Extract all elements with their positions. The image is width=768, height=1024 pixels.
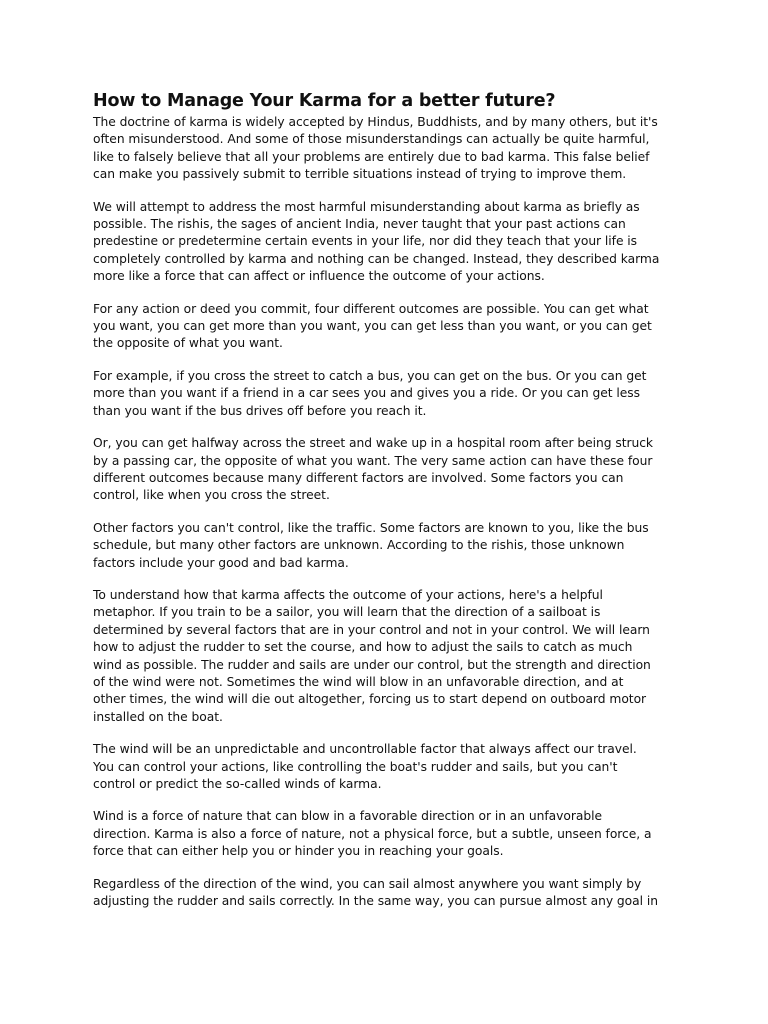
text-line: You can control your actions, like controlling the boat's rudder and sails, but you can't bbox=[93, 759, 618, 774]
text-line: wind as possible. The rudder and sails are under our control, but the strength and direction bbox=[93, 657, 651, 672]
text-line: often misunderstood. And some of those misunderstandings can actually be quite harmful, bbox=[93, 132, 650, 147]
text-line: can make you passively submit to terrible situations instead of trying to improve them. bbox=[93, 167, 627, 182]
text-line: For any action or deed you commit, four different outcomes are possible. You can get what bbox=[93, 301, 649, 316]
text-line: adjusting the rudder and sails correctly. In the same way, you can pursue almost any goal in bbox=[93, 894, 658, 909]
document-body bbox=[93, 114, 675, 910]
text-line: We will attempt to address the most harmful misunderstanding about karma as briefly as bbox=[93, 199, 640, 214]
text-line: control or predict the so-called winds of karma. bbox=[93, 777, 382, 791]
text-line: Other factors you can't control, like the traffic. Some factors are known to you, like the bus bbox=[93, 520, 649, 535]
body-paragraph bbox=[93, 301, 675, 353]
body-paragraph bbox=[93, 520, 675, 572]
text-line: The wind will be an unpredictable and uncontrollable factor that always affect our travel. bbox=[93, 742, 637, 757]
text-line: installed on the boat. bbox=[93, 709, 223, 724]
body-paragraph bbox=[93, 808, 675, 860]
text-line: different outcomes because many different factors are involved. Some factors you can bbox=[93, 470, 624, 485]
document-page bbox=[93, 90, 675, 925]
text-line: other times, the wind will die out altogether, forcing us to start depend on outboard motor bbox=[93, 692, 647, 707]
text-line: To understand how that karma affects the outcome of your actions, here's a helpful bbox=[93, 587, 603, 602]
text-line: of the wind were not. Sometimes the wind will blow in an unfavorable direction, and at bbox=[93, 674, 624, 689]
body-paragraph bbox=[93, 199, 675, 286]
text-line: completely controlled by karma and nothing can be changed. Instead, they described karma bbox=[93, 251, 660, 266]
body-paragraph bbox=[93, 368, 675, 420]
text-line: than you want if the bus drives off before you reach it. bbox=[93, 403, 427, 418]
text-line: force that can either help you or hinder you in reaching your goals. bbox=[93, 844, 504, 859]
text-line: more like a force that can affect or influence the outcome of your actions. bbox=[93, 269, 545, 284]
text-line: metaphor. If you train to be a sailor, you will learn that the direction of a sailboat is bbox=[93, 605, 601, 620]
text-line: how to adjust the rudder to set the course, and how to adjust the sails to catch as much bbox=[93, 640, 633, 655]
body-paragraph bbox=[93, 741, 675, 793]
text-line: you want, you can get more than you want, you can get less than you want, or you can get bbox=[93, 319, 652, 334]
text-line: Regardless of the direction of the wind, you can sail almost anywhere you want simply by bbox=[93, 876, 642, 891]
body-paragraph bbox=[93, 587, 675, 726]
text-line: by a passing car, the opposite of what you want. The very same action can have these four bbox=[93, 453, 653, 468]
text-line: predestine or predetermine certain events in your life, nor did they teach that your life is bbox=[93, 234, 638, 249]
text-line: determined by several factors that are in your control and not in your control. We will learn bbox=[93, 622, 650, 637]
text-line: Or, you can get halfway across the street and wake up in a hospital room after being struck bbox=[93, 436, 654, 451]
text-line: For example, if you cross the street to catch a bus, you can get on the bus. Or you can get bbox=[93, 368, 647, 383]
body-paragraph bbox=[93, 114, 675, 184]
document-title: How to Manage Your Karma for a better future? bbox=[93, 91, 556, 111]
text-line: control, like when you cross the street. bbox=[93, 488, 330, 503]
body-paragraph bbox=[93, 876, 675, 911]
text-line: factors include your good and bad karma. bbox=[93, 555, 349, 570]
text-line: Wind is a force of nature that can blow in a favorable direction or in an unfavorable bbox=[93, 809, 602, 824]
text-line: possible. The rishis, the sages of ancient India, never taught that your past actions can bbox=[93, 217, 626, 232]
text-line: the opposite of what you want. bbox=[93, 336, 283, 351]
text-line: The doctrine of karma is widely accepted by Hindus, Buddhists, and by many others, but it's bbox=[93, 115, 658, 129]
text-line: more than you want if a friend in a car sees you and gives you a ride. Or you can get less bbox=[93, 386, 640, 401]
text-line: direction. Karma is also a force of nature, not a physical force, but a subtle, unseen force, a bbox=[93, 826, 652, 841]
text-line: schedule, but many other factors are unknown. According to the rishis, those unknown bbox=[93, 538, 625, 553]
body-paragraph bbox=[93, 435, 675, 505]
text-line: like to falsely believe that all your problems are entirely due to bad karma. This false belief bbox=[93, 149, 650, 164]
